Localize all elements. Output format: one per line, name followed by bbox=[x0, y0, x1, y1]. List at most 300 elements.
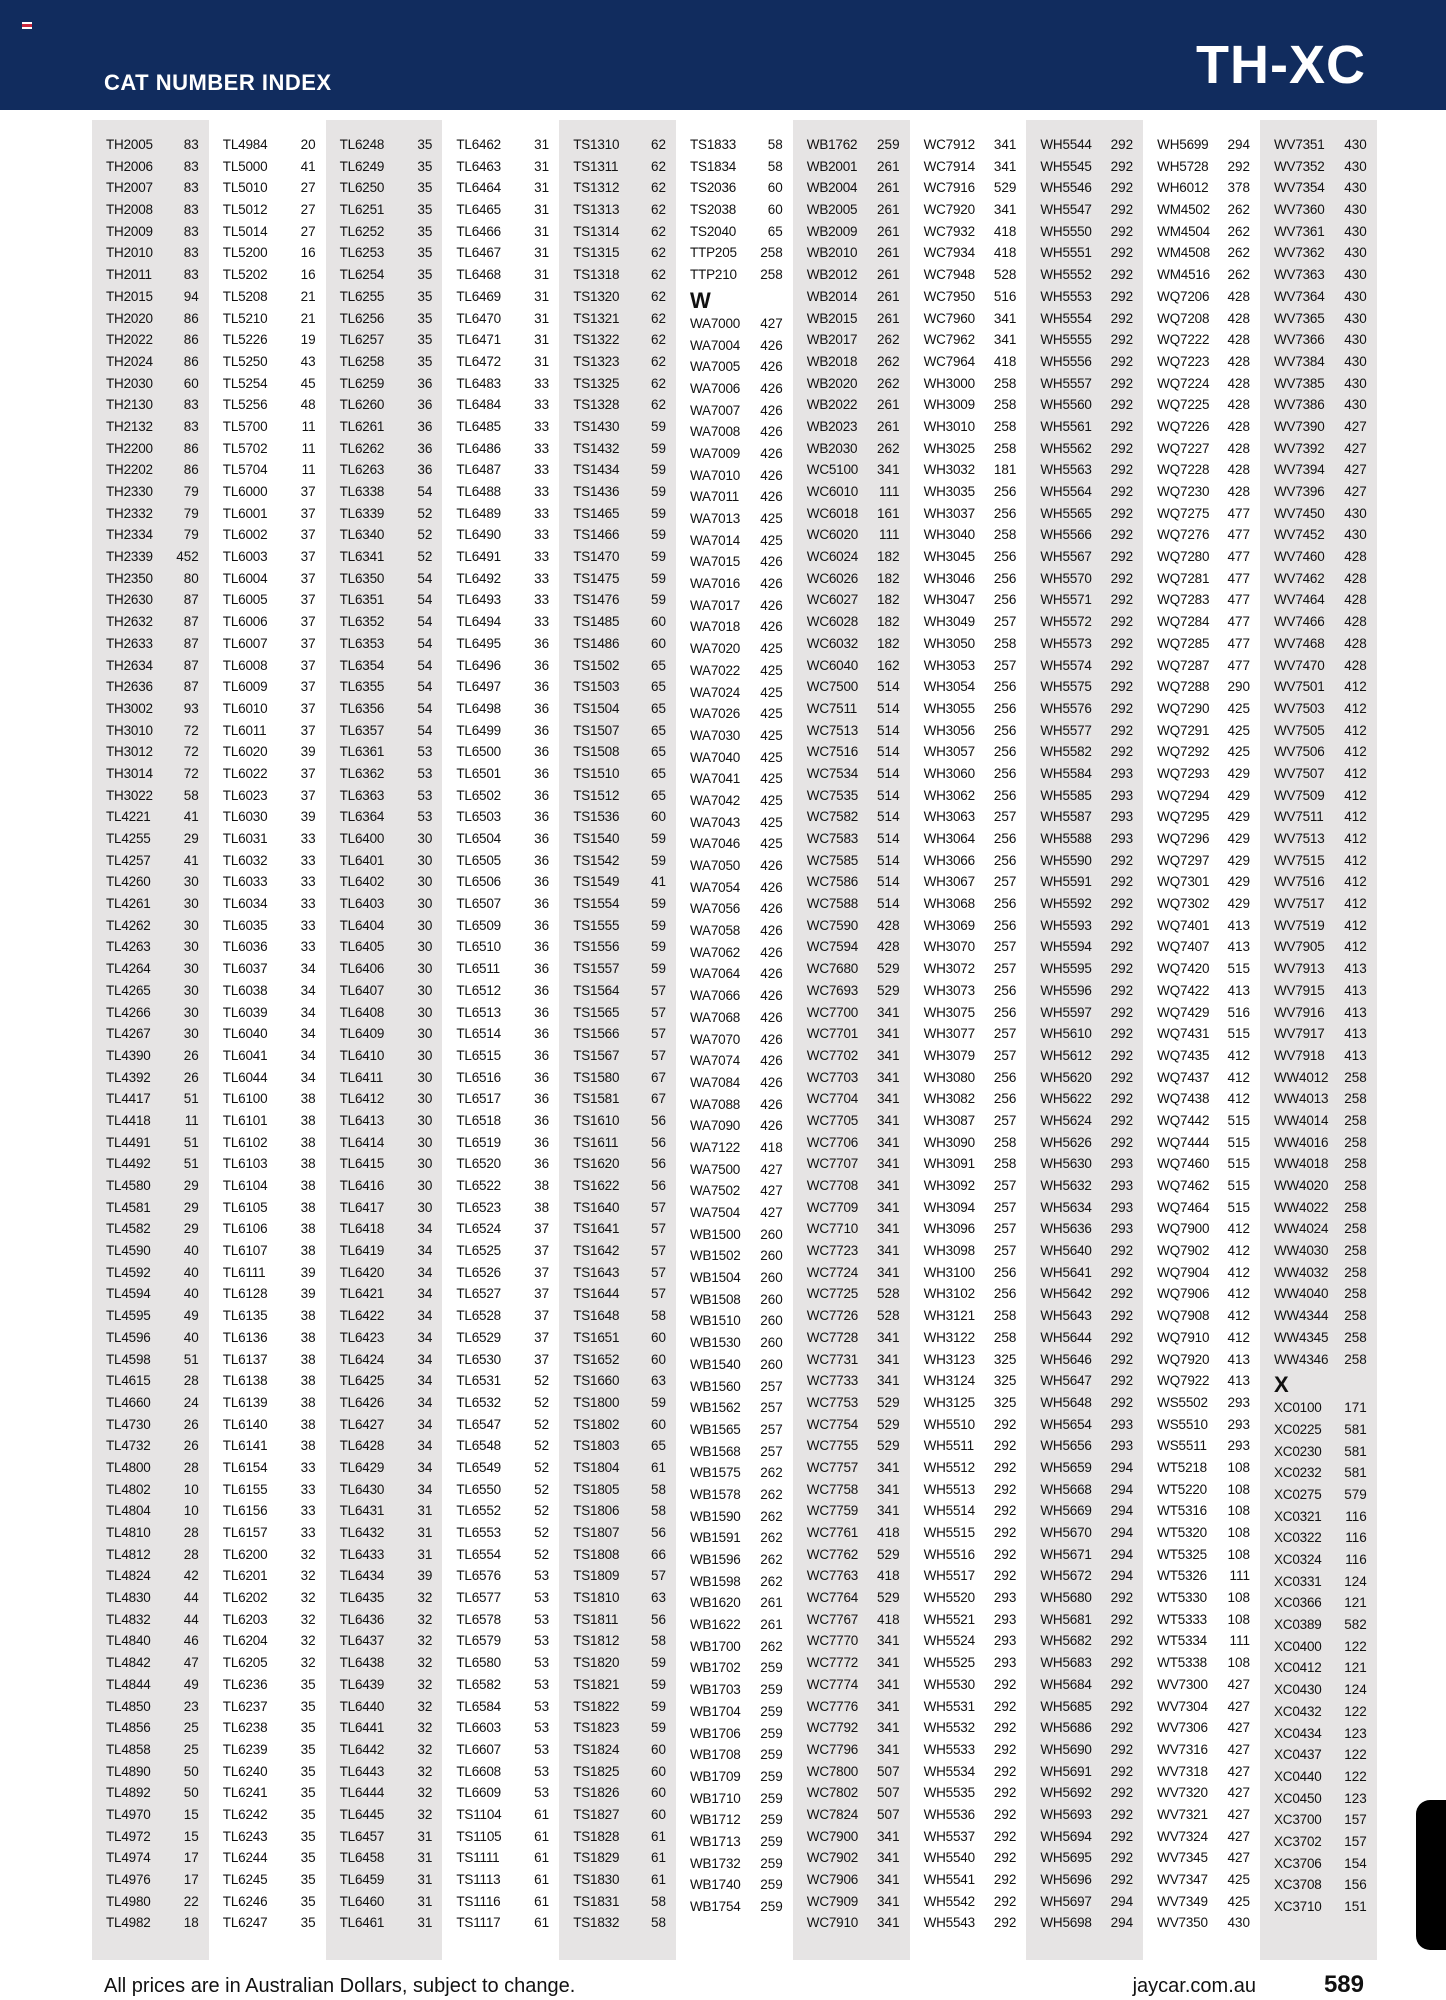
index-entry bbox=[106, 481, 203, 503]
index-entry bbox=[690, 747, 787, 769]
index-entry bbox=[1274, 980, 1371, 1002]
page-ref: 61 bbox=[650, 1850, 666, 1866]
cat-number: TL5226 bbox=[222, 332, 268, 348]
index-entry bbox=[223, 1652, 320, 1674]
cat-number: TL6498 bbox=[456, 700, 501, 716]
page-ref: 30 bbox=[417, 896, 433, 912]
index-entry bbox=[1157, 351, 1254, 373]
cat-number: TS1832 bbox=[573, 1915, 620, 1931]
page-ref: 412 bbox=[1344, 765, 1367, 781]
index-entry bbox=[690, 573, 787, 595]
cat-number: WB1702 bbox=[689, 1660, 741, 1676]
index-entry bbox=[924, 1110, 1021, 1132]
page-ref: 430 bbox=[1344, 288, 1367, 304]
cat-number: TS1323 bbox=[573, 353, 620, 369]
cat-number: TL6461 bbox=[339, 1915, 385, 1931]
index-entry bbox=[1274, 1766, 1371, 1788]
cat-number: WA7046 bbox=[689, 836, 741, 852]
page-ref: 21 bbox=[300, 288, 316, 304]
cat-number: TL6030 bbox=[222, 809, 268, 825]
page-ref: 61 bbox=[534, 1828, 550, 1844]
index-entry bbox=[690, 1484, 787, 1506]
index-entry bbox=[807, 1761, 904, 1783]
cat-number: TL6236 bbox=[222, 1676, 268, 1692]
page-ref: 258 bbox=[993, 418, 1017, 434]
page-ref: 427 bbox=[1227, 1676, 1250, 1692]
page-ref: 66 bbox=[650, 1546, 666, 1562]
cat-number: WQ7910 bbox=[1157, 1329, 1210, 1345]
page-ref: 33 bbox=[534, 614, 550, 630]
index-entry bbox=[1157, 1110, 1254, 1132]
cat-number: WA7009 bbox=[689, 445, 741, 461]
page-ref: 31 bbox=[417, 1915, 433, 1931]
page-ref: 412 bbox=[1344, 939, 1367, 955]
cat-number: WQ7435 bbox=[1157, 1047, 1210, 1063]
cat-number: TL6203 bbox=[222, 1611, 268, 1627]
page-ref: 30 bbox=[417, 1091, 433, 1107]
index-entry bbox=[106, 1305, 203, 1327]
cat-number: WH5670 bbox=[1040, 1525, 1092, 1540]
cat-number: TL6007 bbox=[222, 635, 268, 651]
index-entry bbox=[573, 1717, 670, 1739]
page-ref: 124 bbox=[1344, 1682, 1367, 1698]
page-ref: 257 bbox=[993, 1221, 1017, 1237]
index-entry bbox=[924, 156, 1021, 178]
footer-site-link[interactable]: jaycar.com.au bbox=[1132, 1975, 1256, 1997]
cat-number: WQ7291 bbox=[1157, 722, 1210, 738]
index-entry bbox=[1157, 373, 1254, 395]
cat-number: WC7912 bbox=[923, 137, 975, 152]
cat-number: WC7755 bbox=[806, 1438, 859, 1454]
page-ref: 57 bbox=[650, 1568, 666, 1584]
cat-number: TL4255 bbox=[106, 831, 151, 846]
page-ref: 514 bbox=[877, 744, 900, 760]
index-entry bbox=[807, 936, 904, 958]
page-ref: 57 bbox=[650, 1199, 666, 1215]
index-entry bbox=[456, 1565, 553, 1587]
page-ref: 53 bbox=[534, 1568, 550, 1584]
page-ref: 94 bbox=[183, 288, 199, 304]
cat-number: WH5587 bbox=[1040, 809, 1092, 825]
page-ref: 581 bbox=[1344, 1443, 1367, 1459]
index-entry bbox=[223, 1717, 320, 1739]
index-entry bbox=[1274, 1283, 1371, 1305]
cat-number: TL6523 bbox=[456, 1199, 501, 1215]
cat-number: WH5573 bbox=[1040, 635, 1092, 651]
index-entry bbox=[807, 373, 904, 395]
index-entry bbox=[106, 199, 203, 221]
index-entry bbox=[1040, 806, 1137, 828]
index-entry bbox=[456, 1153, 553, 1175]
index-entry bbox=[690, 963, 787, 985]
cat-number: TL6421 bbox=[339, 1286, 385, 1302]
page-ref: 53 bbox=[534, 1590, 550, 1606]
index-entry bbox=[573, 1132, 670, 1154]
cat-number: TL6469 bbox=[456, 288, 501, 304]
index-entry bbox=[1274, 1549, 1371, 1571]
page-ref: 36 bbox=[534, 1112, 550, 1128]
page-ref: 582 bbox=[1344, 1617, 1367, 1633]
index-entry bbox=[573, 1739, 670, 1761]
index-entry bbox=[223, 958, 320, 980]
index-entry bbox=[1157, 611, 1254, 633]
page-ref: 341 bbox=[877, 1156, 900, 1172]
page-ref: 34 bbox=[417, 1264, 433, 1280]
index-entry bbox=[1274, 1527, 1371, 1549]
page-ref: 15 bbox=[183, 1806, 199, 1822]
index-entry bbox=[1040, 286, 1137, 308]
index-entry bbox=[924, 633, 1021, 655]
cat-number: TL6037 bbox=[222, 961, 268, 977]
index-entry bbox=[223, 416, 320, 438]
cat-number: WV7350 bbox=[1157, 1915, 1208, 1931]
page-ref: 26 bbox=[183, 1069, 199, 1085]
page-ref: 34 bbox=[417, 1481, 433, 1497]
index-entry bbox=[1274, 329, 1371, 351]
index-entry bbox=[106, 1717, 203, 1739]
cat-number: XC3710 bbox=[1273, 1899, 1322, 1914]
cat-number: WV7517 bbox=[1273, 896, 1325, 912]
page-ref: 83 bbox=[183, 245, 199, 261]
cat-number: WH5728 bbox=[1157, 158, 1209, 174]
cat-number: XC0230 bbox=[1273, 1443, 1322, 1459]
cat-number: TS1581 bbox=[573, 1091, 620, 1107]
index-column bbox=[676, 120, 793, 1960]
cat-number: XC3706 bbox=[1273, 1855, 1322, 1871]
page-ref: 27 bbox=[300, 202, 316, 218]
cat-number: WH5595 bbox=[1040, 961, 1092, 977]
cat-number: TTP205 bbox=[689, 245, 737, 261]
index-entry bbox=[573, 1175, 670, 1197]
page-ref: 412 bbox=[1344, 722, 1367, 738]
index-entry bbox=[807, 199, 904, 221]
cat-number: XC0434 bbox=[1273, 1725, 1322, 1741]
index-entry bbox=[106, 134, 203, 156]
index-entry bbox=[1274, 1110, 1371, 1132]
page-ref: 37 bbox=[534, 1351, 550, 1367]
page-ref: 36 bbox=[534, 657, 550, 673]
index-entry bbox=[924, 958, 1021, 980]
index-entry bbox=[1157, 1500, 1254, 1522]
index-entry bbox=[573, 1088, 670, 1110]
cat-number: WH5560 bbox=[1040, 397, 1092, 413]
index-entry bbox=[223, 1197, 320, 1219]
index-entry bbox=[106, 1002, 203, 1024]
index-entry bbox=[456, 264, 553, 286]
cat-number: TL4984 bbox=[222, 137, 268, 152]
page-ref: 528 bbox=[993, 267, 1017, 283]
page-ref: 111 bbox=[879, 484, 900, 499]
cat-number: TL6518 bbox=[456, 1112, 501, 1128]
cat-number: TL6490 bbox=[456, 527, 501, 543]
index-entry bbox=[223, 850, 320, 872]
page-ref: 412 bbox=[1344, 874, 1367, 890]
cat-number: WH5524 bbox=[923, 1633, 975, 1649]
index-entry bbox=[1040, 1500, 1137, 1522]
page-ref: 292 bbox=[1110, 1806, 1134, 1822]
page-ref: 39 bbox=[417, 1568, 433, 1584]
cat-number: TL6512 bbox=[456, 982, 501, 998]
index-entry bbox=[573, 156, 670, 178]
index-entry bbox=[223, 633, 320, 655]
cat-number: TS1580 bbox=[573, 1069, 620, 1085]
index-entry bbox=[573, 828, 670, 850]
cat-number: WH5690 bbox=[1040, 1741, 1092, 1757]
page-ref: 428 bbox=[1227, 332, 1250, 348]
cat-number: WC7950 bbox=[923, 288, 975, 304]
page-ref: 61 bbox=[650, 1459, 666, 1475]
index-entry bbox=[807, 1479, 904, 1501]
index-entry bbox=[924, 1782, 1021, 1804]
page-ref: 30 bbox=[183, 961, 199, 977]
index-entry bbox=[573, 221, 670, 243]
page-ref: 341 bbox=[877, 1459, 900, 1475]
cat-number: TL6202 bbox=[222, 1590, 268, 1606]
index-entry bbox=[1040, 589, 1137, 611]
cat-number: TL6470 bbox=[456, 310, 501, 326]
page-ref: 256 bbox=[993, 982, 1017, 998]
cat-number: TL6607 bbox=[456, 1741, 501, 1757]
cat-number: TS1104 bbox=[456, 1806, 502, 1822]
index-entry bbox=[340, 1522, 437, 1544]
page-ref: 35 bbox=[300, 1872, 316, 1887]
cat-number: TL6500 bbox=[456, 744, 501, 760]
cat-number: WH3082 bbox=[923, 1091, 975, 1107]
cat-number: WH5686 bbox=[1040, 1720, 1092, 1736]
page-ref: 60 bbox=[650, 1763, 666, 1779]
page-ref: 341 bbox=[877, 1373, 900, 1389]
page-ref: 40 bbox=[183, 1243, 199, 1259]
index-entry bbox=[1274, 1441, 1371, 1463]
page-ref: 67 bbox=[650, 1091, 666, 1107]
cat-number: WH5695 bbox=[1040, 1850, 1092, 1866]
page-ref: 36 bbox=[417, 440, 433, 456]
page-ref: 292 bbox=[1110, 1590, 1134, 1606]
cat-number: TL6608 bbox=[456, 1763, 501, 1779]
index-entry bbox=[106, 720, 203, 742]
page-ref: 262 bbox=[1227, 245, 1250, 261]
page-ref: 31 bbox=[534, 267, 550, 283]
cat-number: TL6104 bbox=[222, 1178, 268, 1193]
cat-number: WQ7301 bbox=[1157, 874, 1210, 890]
cat-number: TL6547 bbox=[456, 1416, 501, 1432]
cat-number: TS1536 bbox=[573, 809, 620, 825]
index-entry bbox=[690, 443, 787, 465]
cat-number: TL6507 bbox=[456, 896, 501, 912]
cat-number: TS1830 bbox=[573, 1872, 620, 1887]
page-ref: 59 bbox=[650, 917, 666, 933]
page-ref: 15 bbox=[183, 1828, 199, 1844]
page-ref: 32 bbox=[417, 1741, 433, 1757]
page-ref: 37 bbox=[534, 1221, 550, 1237]
page-ref: 258 bbox=[1344, 1134, 1367, 1150]
page-ref: 34 bbox=[417, 1243, 433, 1259]
index-entry bbox=[456, 1023, 553, 1045]
cat-number: TL6340 bbox=[339, 527, 385, 543]
cat-number: XC0100 bbox=[1273, 1400, 1322, 1416]
cat-number: TL4615 bbox=[106, 1373, 151, 1389]
index-entry bbox=[1274, 286, 1371, 308]
page-ref: 30 bbox=[417, 1199, 433, 1215]
index-entry bbox=[690, 134, 787, 156]
page-ref: 35 bbox=[417, 202, 433, 218]
cat-number: WB2023 bbox=[806, 418, 858, 434]
page-ref: 294 bbox=[1110, 1525, 1134, 1540]
index-entry bbox=[690, 221, 787, 243]
index-entry bbox=[1274, 1636, 1371, 1658]
page-ref: 122 bbox=[1344, 1768, 1367, 1784]
page-ref: 292 bbox=[1110, 961, 1134, 977]
cat-number: WA7013 bbox=[689, 511, 741, 526]
cat-number: TL6355 bbox=[339, 679, 385, 695]
cat-number: TL6422 bbox=[339, 1308, 385, 1324]
page-ref: 56 bbox=[650, 1611, 666, 1627]
cat-number: WA7007 bbox=[689, 402, 741, 418]
index-entry bbox=[1040, 1197, 1137, 1219]
cat-number: TH2200 bbox=[106, 440, 153, 456]
cat-number: TL6425 bbox=[339, 1373, 385, 1389]
page-ref: 426 bbox=[760, 858, 783, 873]
cat-number: WH5525 bbox=[923, 1655, 975, 1671]
index-entry bbox=[573, 286, 670, 308]
index-entry bbox=[690, 1202, 787, 1224]
page-ref: 426 bbox=[760, 445, 783, 461]
index-entry bbox=[807, 1305, 904, 1327]
index-entry bbox=[223, 1479, 320, 1501]
index-entry bbox=[1274, 958, 1371, 980]
index-entry bbox=[456, 177, 553, 199]
cat-number: WH3050 bbox=[923, 635, 975, 651]
index-entry bbox=[106, 1912, 203, 1934]
index-entry bbox=[106, 524, 203, 546]
index-entry bbox=[223, 611, 320, 633]
index-entry bbox=[573, 1500, 670, 1522]
page-ref: 31 bbox=[417, 1828, 433, 1844]
page-ref: 426 bbox=[760, 901, 783, 917]
index-entry bbox=[1157, 416, 1254, 438]
page-ref: 262 bbox=[760, 1573, 783, 1589]
page-ref: 292 bbox=[993, 1850, 1017, 1866]
page-ref: 256 bbox=[993, 1069, 1017, 1085]
cat-number: TL4856 bbox=[106, 1720, 151, 1736]
cat-number: TL6408 bbox=[339, 1004, 385, 1020]
index-entry bbox=[573, 1153, 670, 1175]
page-ref: 427 bbox=[760, 1161, 783, 1177]
index-entry bbox=[1040, 828, 1137, 850]
page-ref: 36 bbox=[417, 462, 433, 478]
cat-number: WH5694 bbox=[1040, 1828, 1092, 1844]
page-ref: 529 bbox=[877, 1394, 900, 1410]
index-entry bbox=[340, 416, 437, 438]
index-entry bbox=[106, 1609, 203, 1631]
index-entry bbox=[807, 242, 904, 264]
index-entry bbox=[690, 1397, 787, 1419]
index-entry bbox=[340, 438, 437, 460]
page-ref: 37 bbox=[300, 484, 316, 499]
index-entry bbox=[1274, 1788, 1371, 1810]
cat-number: WV7511 bbox=[1273, 809, 1324, 825]
page-ref: 36 bbox=[534, 917, 550, 933]
page-ref: 257 bbox=[993, 939, 1017, 955]
page-ref: 292 bbox=[1110, 1373, 1134, 1389]
page-ref: 36 bbox=[534, 1134, 550, 1150]
page-ref: 62 bbox=[650, 223, 666, 239]
index-entry bbox=[456, 676, 553, 698]
index-entry bbox=[106, 1327, 203, 1349]
page-ref: 35 bbox=[417, 310, 433, 326]
cat-number: TL6524 bbox=[456, 1221, 501, 1237]
page-ref: 259 bbox=[760, 1877, 783, 1893]
cat-number: TL6439 bbox=[339, 1676, 385, 1692]
page-ref: 46 bbox=[183, 1633, 199, 1649]
cat-number: WH5585 bbox=[1040, 787, 1092, 803]
page-ref: 529 bbox=[877, 1438, 900, 1454]
cat-number: WT5326 bbox=[1157, 1568, 1207, 1584]
page-ref: 38 bbox=[300, 1156, 316, 1172]
index-entry bbox=[573, 1826, 670, 1848]
page-ref: 260 bbox=[760, 1356, 783, 1372]
page-ref: 425 bbox=[1227, 700, 1250, 716]
cat-number: TL6492 bbox=[456, 570, 501, 586]
cat-number: TS1113 bbox=[456, 1872, 501, 1887]
index-entry bbox=[1040, 1392, 1137, 1414]
page-ref: 529 bbox=[877, 1546, 900, 1562]
cat-number: TL6431 bbox=[339, 1503, 385, 1519]
cat-number: WA7090 bbox=[689, 1118, 741, 1134]
cat-number: TL6429 bbox=[339, 1459, 385, 1475]
index-entry bbox=[340, 915, 437, 937]
page-ref: 292 bbox=[1110, 874, 1134, 890]
index-entry bbox=[924, 1175, 1021, 1197]
index-entry bbox=[573, 1479, 670, 1501]
index-entry bbox=[340, 1392, 437, 1414]
page-ref: 36 bbox=[534, 896, 550, 912]
index-entry bbox=[340, 1327, 437, 1349]
cat-number: TL6428 bbox=[339, 1438, 385, 1454]
page-ref: 515 bbox=[1227, 1112, 1250, 1128]
index-entry bbox=[924, 1197, 1021, 1219]
cat-number: TL6514 bbox=[456, 1026, 501, 1042]
cat-number: TL6511 bbox=[456, 961, 500, 977]
index-entry bbox=[573, 1067, 670, 1089]
cat-number: WQ7206 bbox=[1157, 288, 1210, 304]
page-ref: 43 bbox=[300, 353, 316, 369]
index-entry bbox=[690, 421, 787, 443]
page-ref: 418 bbox=[993, 353, 1017, 369]
cat-number: WC7704 bbox=[806, 1091, 859, 1107]
cat-number: TS1567 bbox=[573, 1047, 620, 1063]
cat-number: WB1700 bbox=[689, 1638, 741, 1654]
cat-number: TL6255 bbox=[339, 288, 385, 304]
page-ref: 31 bbox=[534, 223, 550, 239]
index-entry bbox=[1157, 1392, 1254, 1414]
index-entry bbox=[1040, 1869, 1137, 1891]
page-ref: 341 bbox=[877, 1178, 900, 1193]
index-entry bbox=[1274, 416, 1371, 438]
page-ref: 477 bbox=[1227, 657, 1250, 673]
cat-number: TS1555 bbox=[573, 917, 620, 933]
cat-number: WQ7444 bbox=[1157, 1134, 1210, 1150]
page-ref: 426 bbox=[760, 424, 783, 440]
cat-number: TL6239 bbox=[222, 1741, 268, 1757]
cat-number: WC7964 bbox=[923, 353, 975, 369]
cat-number: TS1117 bbox=[456, 1915, 501, 1931]
page-ref: 60 bbox=[767, 180, 783, 196]
page-ref: 292 bbox=[993, 1785, 1017, 1801]
page-ref: 60 bbox=[650, 1785, 666, 1801]
cat-number: WB1712 bbox=[689, 1812, 741, 1828]
page-ref: 256 bbox=[993, 1004, 1017, 1020]
